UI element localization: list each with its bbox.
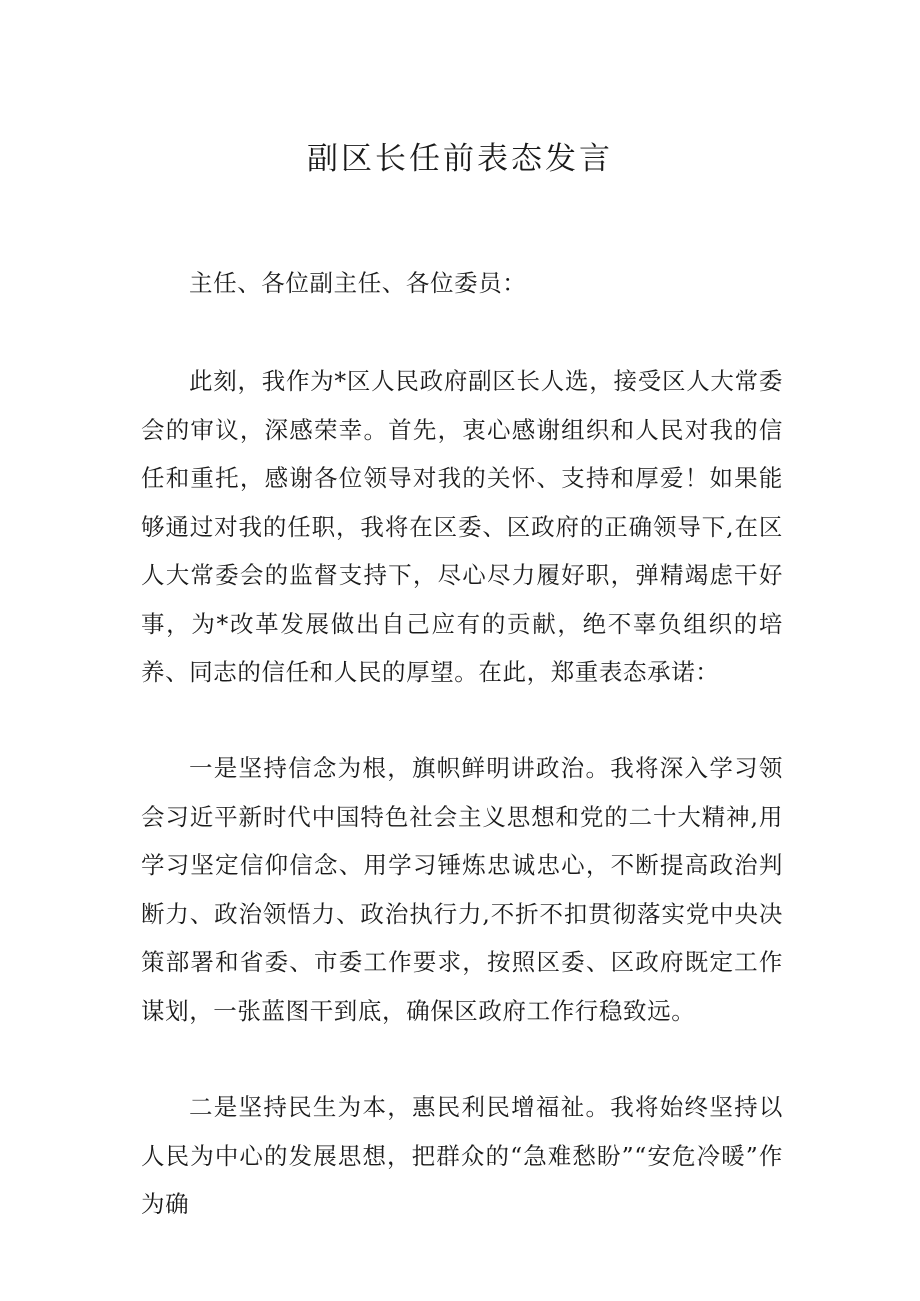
salutation: 主任、各位副主任、各位委员： — [189, 269, 527, 297]
paragraph-commitment-one: 一是坚持信念为根，旗帜鲜明讲政治。我将深入学习领会习近平新时代中国特色社会主义思想和党的二十大精神,用学习坚定信仰信念、用学习锤炼忠诚忠心，不断提高政治判断力、政治领悟力、政治执行力,不折不扣贯彻落实党中央决策部署和省委、市委工作要求，按照区委、区政府既定工作谋划，一张蓝图干到底，确保区政府工作行稳致远。 — [141, 754, 783, 1025]
paragraph-commitment-two: 二是坚持民生为本，惠民利民增福祉。我将始终坚持以人民为中心的发展思想，把群众的“急难愁盼”“安危冷暖”作为确 — [141, 1093, 783, 1218]
document-title: 副区长任前表态发言 — [307, 141, 613, 177]
paragraph-opening: 此刻，我作为*区人民政府副区长人选，接受区人大常委会的审议，深感荣幸。首先，衷心感谢组织和人民对我的信任和重托，感谢各位领导对我的关怀、支持和厚爱！如果能够通过对我的任职，我将在区委、区政府的正确领导下,在区人大常委会的监督支持下，尽心尽力履好职，弹精竭虑干好事，为*改革发展做出自己应有的贡献，绝不辜负组织的培养、同志的信任和人民的厚望。在此，郑重表态承诺： — [141, 367, 783, 686]
